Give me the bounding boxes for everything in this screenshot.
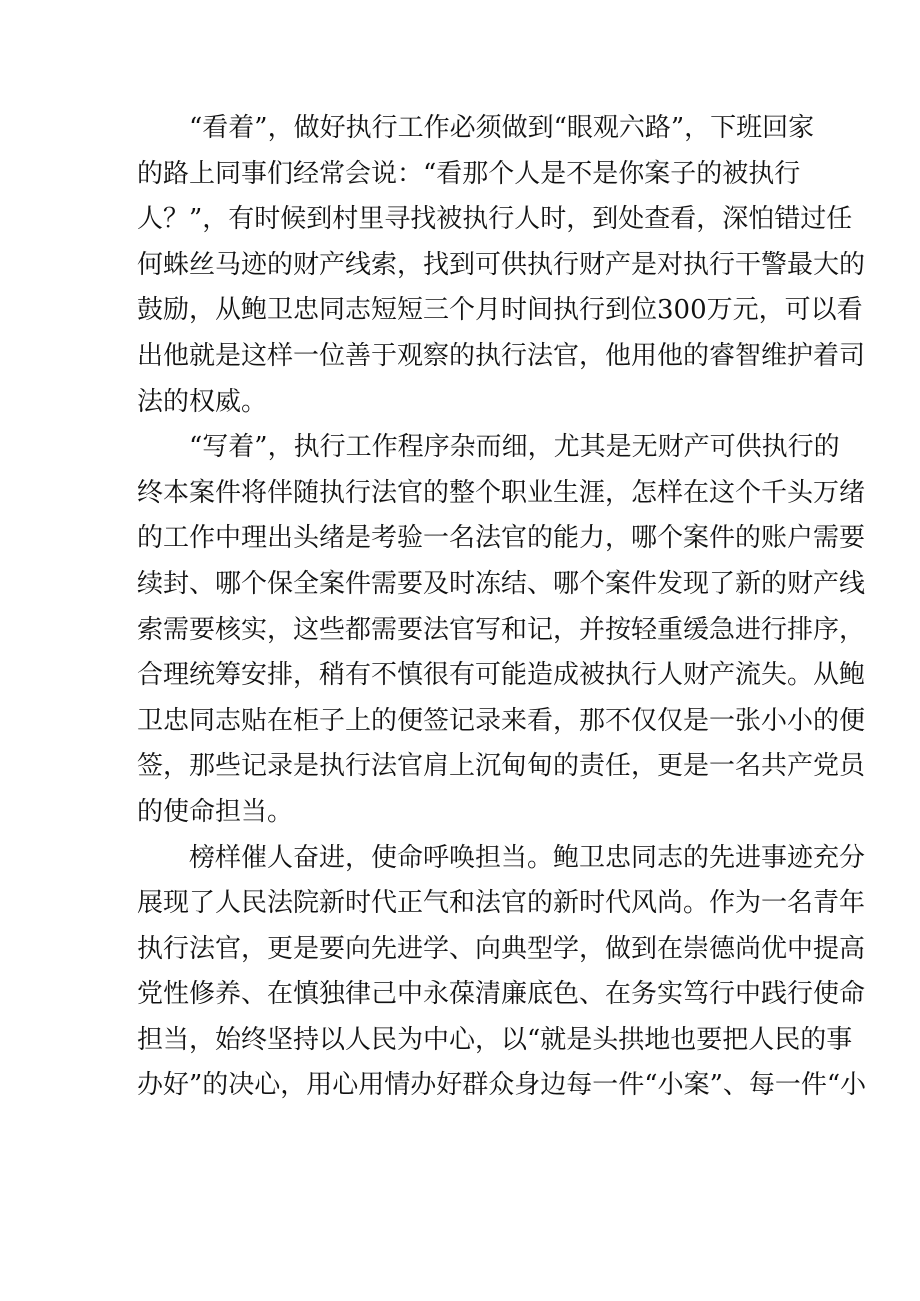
text-line: 展现了人民法院新时代正气和法官的新时代风尚。作为一名青年 <box>137 888 866 919</box>
text-line: 榜样催人奋进，使命呼唤担当。鲍卫忠同志的先进事迹充分 <box>137 842 866 873</box>
text-line: 终本案件将伴随执行法官的整个职业生涯，怎样在这个千头万绪 <box>137 477 866 508</box>
text-line: 的使命担当。 <box>137 796 294 827</box>
text-line: 的路上同事们经常会说：“看那个人是不是你案子的被执行 <box>137 158 801 189</box>
paragraph-1 <box>137 106 866 425</box>
text-line: 担当，始终坚持以人民为中心，以“就是头拱地也要把人民的事 <box>137 1024 853 1055</box>
text-line: “看着”，做好执行工作必须做到“眼观六路”，下班回家 <box>137 113 815 143</box>
text-line: 办好”的决心，用心用情办好群众身边每一件“小案”、每一件“小 <box>137 1070 867 1101</box>
document-body <box>137 106 867 1109</box>
text-line: 法的权威。 <box>137 386 268 417</box>
text-line: 党性修养、在慎独律己中永葆清廉底色、在务实笃行中践行使命 <box>137 979 866 1010</box>
text-line: 人？”，有时候到村里寻找被执行人时，到处查看，深怕错过任 <box>137 204 853 235</box>
text-line: 索需要核实，这些都需要法官写和记，并按轻重缓急进行排序， <box>137 614 866 645</box>
text-line: 的工作中理出头绪是考验一名法官的能力，哪个案件的账户需要 <box>137 523 866 554</box>
text-line: 签，那些记录是执行法官肩上沉甸甸的责任，更是一名共产党员 <box>137 751 866 782</box>
text-line: 何蛛丝马迹的财产线索，找到可供执行财产是对执行干警最大的 <box>137 249 866 280</box>
text-line: 续封、哪个保全案件需要及时冻结、哪个案件发现了新的财产线 <box>137 568 866 599</box>
text-line: “写着”，执行工作程序杂而细，尤其是无财产可供执行的 <box>137 432 840 463</box>
text-line: 鼓励，从鲍卫忠同志短短三个月时间执行到位300万元，可以看 <box>137 295 863 326</box>
text-line: 出他就是这样一位善于观察的执行法官，他用他的睿智维护着司 <box>137 340 866 371</box>
text-line: 卫忠同志贴在柜子上的便签记录来看，那不仅仅是一张小小的便 <box>137 705 866 736</box>
paragraph-2 <box>137 425 866 835</box>
text-line: 合理统筹安排，稍有不慎很有可能造成被执行人财产流失。从鲍 <box>137 660 866 691</box>
paragraph-3 <box>137 836 867 1110</box>
text-line: 执行法官，更是要向先进学、向典型学，做到在崇德尚优中提高 <box>137 933 866 964</box>
